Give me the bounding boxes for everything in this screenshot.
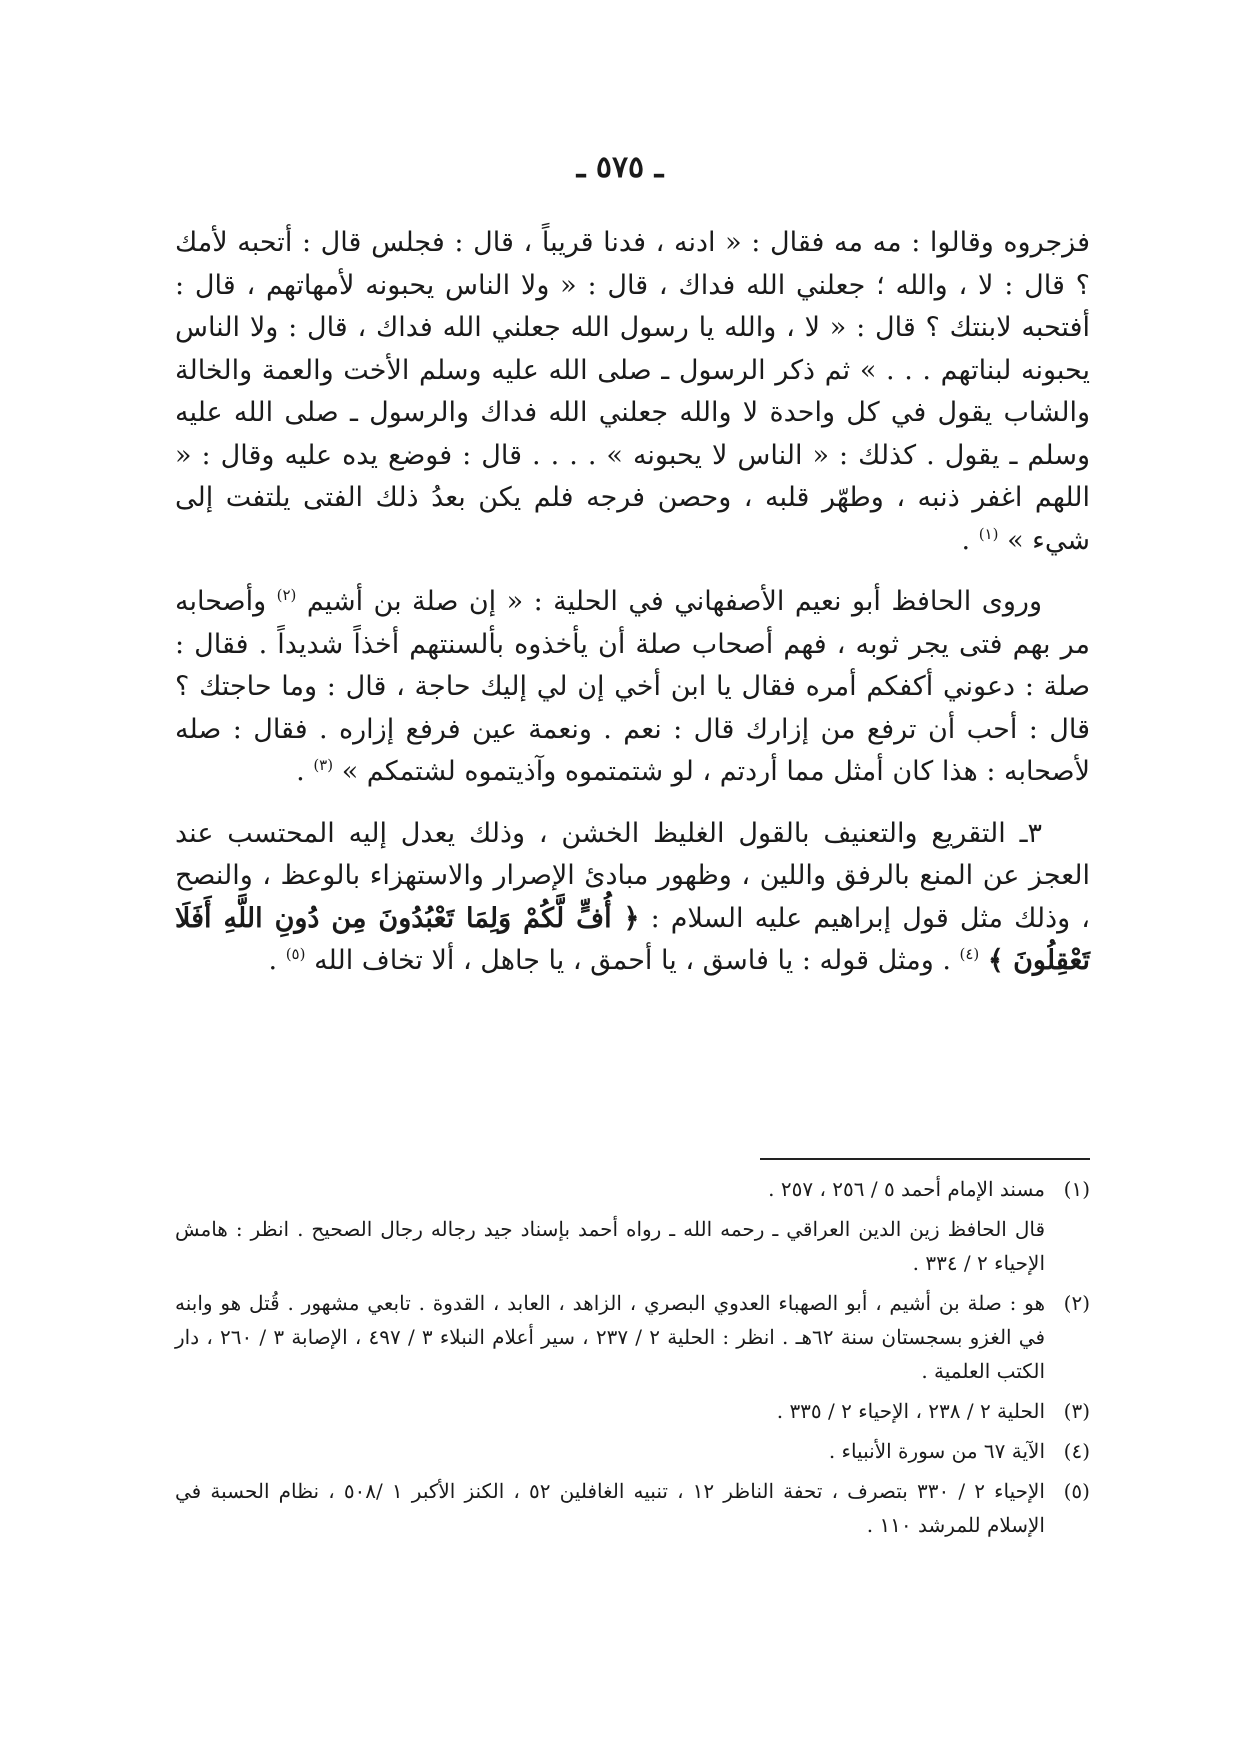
paragraph-3-continued: . ومثل قوله : يا فاسق ، يا أحمق ، يا جاهل ، ألا تخاف الله — [314, 945, 960, 976]
paragraph-2-text: وروى الحافظ أبو نعيم الأصفهاني في الحلية : « إن صلة بن أشيم — [306, 586, 1042, 617]
page-number: ـ ٥٧٥ ـ — [576, 150, 664, 185]
footnote-divider — [760, 1158, 1090, 1160]
paragraph-3-text: ٣ـ التقريع والتعنيف بالقول الغليظ الخشن ، وذلك يعدل إليه المحتسب عند العجز عن المنع بالرفق واللين ، وظهور مبادئ الإصرار والاستهزاء بالوعظ ، والنصح ، وذلك مثل قول إبراهيم عليه السلام : — [175, 817, 1090, 934]
footnote-5-text: الإحياء ٢ / ٣٣٠ بتصرف ، تحفة الناظر ١٢ ، تنبيه الغافلين ٥٢ ، الكنز الأكبر ١ /٥٠٨ ، نظام الحسبة في الإسلام للمرشد ١١٠ . — [175, 1479, 1045, 1537]
footnote-4-number: (٤) — [1063, 1439, 1090, 1463]
main-text — [175, 222, 1090, 983]
footnote-ref-5: (٥) — [285, 945, 306, 963]
footnotes — [175, 1172, 1090, 1548]
footnote-2-number: (٢) — [1063, 1291, 1090, 1315]
footnote-1-note: قال الحافظ زين الدين العراقي ـ رحمه الله ـ رواه أحمد بإسناد جيد رجاله رجال الصحيح . انظر : هامش الإحياء ٢ / ٣٣٤ . — [175, 1217, 1045, 1275]
footnote-4 — [175, 1434, 1090, 1468]
quran-verse: ﴿ أُفٍّ لَّكُمْ وَلِمَا تَعْبُدُونَ مِن دُونِ اللَّهِ أَفَلَا تَعْقِلُونَ ﴾ — [175, 902, 1090, 976]
footnote-3 — [175, 1394, 1090, 1428]
paragraph-2-continued: وأصحابه مر بهم فتى يجر ثوبه ، فهم أصحاب صلة أن يأخذوه بألسنتهم أخذاً شديداً . فقال : صلة : دعوني أكفكم أمره فقال يا ابن أخي إن لي إليك حاجة ، قال : وما حاجتك ؟ قال : أحب أن ترفع من إزارك قال : نعم . ونعمة عين فرفع إزاره . فقال : صله لأصحابه : هذا كان أمثل مما أردتم ، لو شتمتموه وآذيتموه لشتمكم » — [175, 586, 1090, 787]
paragraph-1-text: فزجروه وقالوا : مه مه فقال : « ادنه ، فدنا قريباً ، قال : فجلس قال : أتحبه لأمك ؟ قال : لا ، والله ؛ جعلني الله فداك ، قال : « ولا الناس يحبونه لأمهاتهم ، قال : أفتحبه لابنتك ؟ قال : « لا ، والله يا رسول الله جعلني الله فداك ، قال : ولا الناس يحبونه لبناتهم . . . » ثم ذكر الرسول ـ صلى الله عليه وسلم الأخت والعمة والخالة والشاب يقول في كل واحدة لا والله جعلني الله فداك والرسول ـ صلى الله عليه وسلم ـ يقول . كذلك : « الناس لا يحبونه » . . . . قال : فوضع يده عليه وقال : « اللهم اغفر ذنبه ، وطهّر قلبه ، وحصن فرجه فلم يكن بعدُ ذلك الفتى يلتفت إلى شيء » — [175, 227, 1090, 556]
footnote-3-number: (٣) — [1063, 1399, 1090, 1423]
footnote-ref-3: (٣) — [313, 756, 334, 774]
footnote-1-text: مسند الإمام أحمد ٥ / ٢٥٦ ، ٢٥٧ . — [768, 1177, 1045, 1201]
footnote-1 — [175, 1172, 1090, 1206]
paragraph-2 — [175, 581, 1090, 794]
footnote-1-number: (١) — [1063, 1177, 1090, 1201]
paragraph-2-end: . — [296, 756, 314, 787]
paragraph-1-end: . — [961, 524, 979, 556]
footnote-3-text: الحلية ٢ / ٢٣٨ ، الإحياء ٢ / ٣٣٥ . — [776, 1399, 1045, 1423]
footnote-ref-4: (٤) — [959, 945, 980, 963]
footnote-ref-2: (٢) — [276, 586, 297, 604]
paragraph-3-end: . — [268, 945, 286, 976]
footnote-1-continued — [175, 1212, 1090, 1280]
footnote-5-number: (٥) — [1063, 1479, 1090, 1503]
paragraph-3 — [175, 813, 1090, 983]
footnote-4-text: الآية ٦٧ من سورة الأنبياء . — [828, 1439, 1045, 1463]
footnote-ref-1: (١) — [978, 524, 999, 543]
footnote-2 — [175, 1286, 1090, 1388]
footnote-2-text: هو : صلة بن أشيم ، أبو الصهباء العدوي البصري ، الزاهد ، العابد ، القدوة . تابعي مشهور . قُتل هو وابنه في الغزو بسجستان سنة ٦٢هـ . انظر : الحلية ٢ / ٢٣٧ ، سير أعلام النبلاء ٣ / ٤٩٧ ، الإصابة ٣ / ٢٦٠ ، دار الكتب العلمية . — [175, 1291, 1046, 1383]
paragraph-1 — [175, 222, 1090, 562]
footnote-5 — [175, 1474, 1090, 1542]
